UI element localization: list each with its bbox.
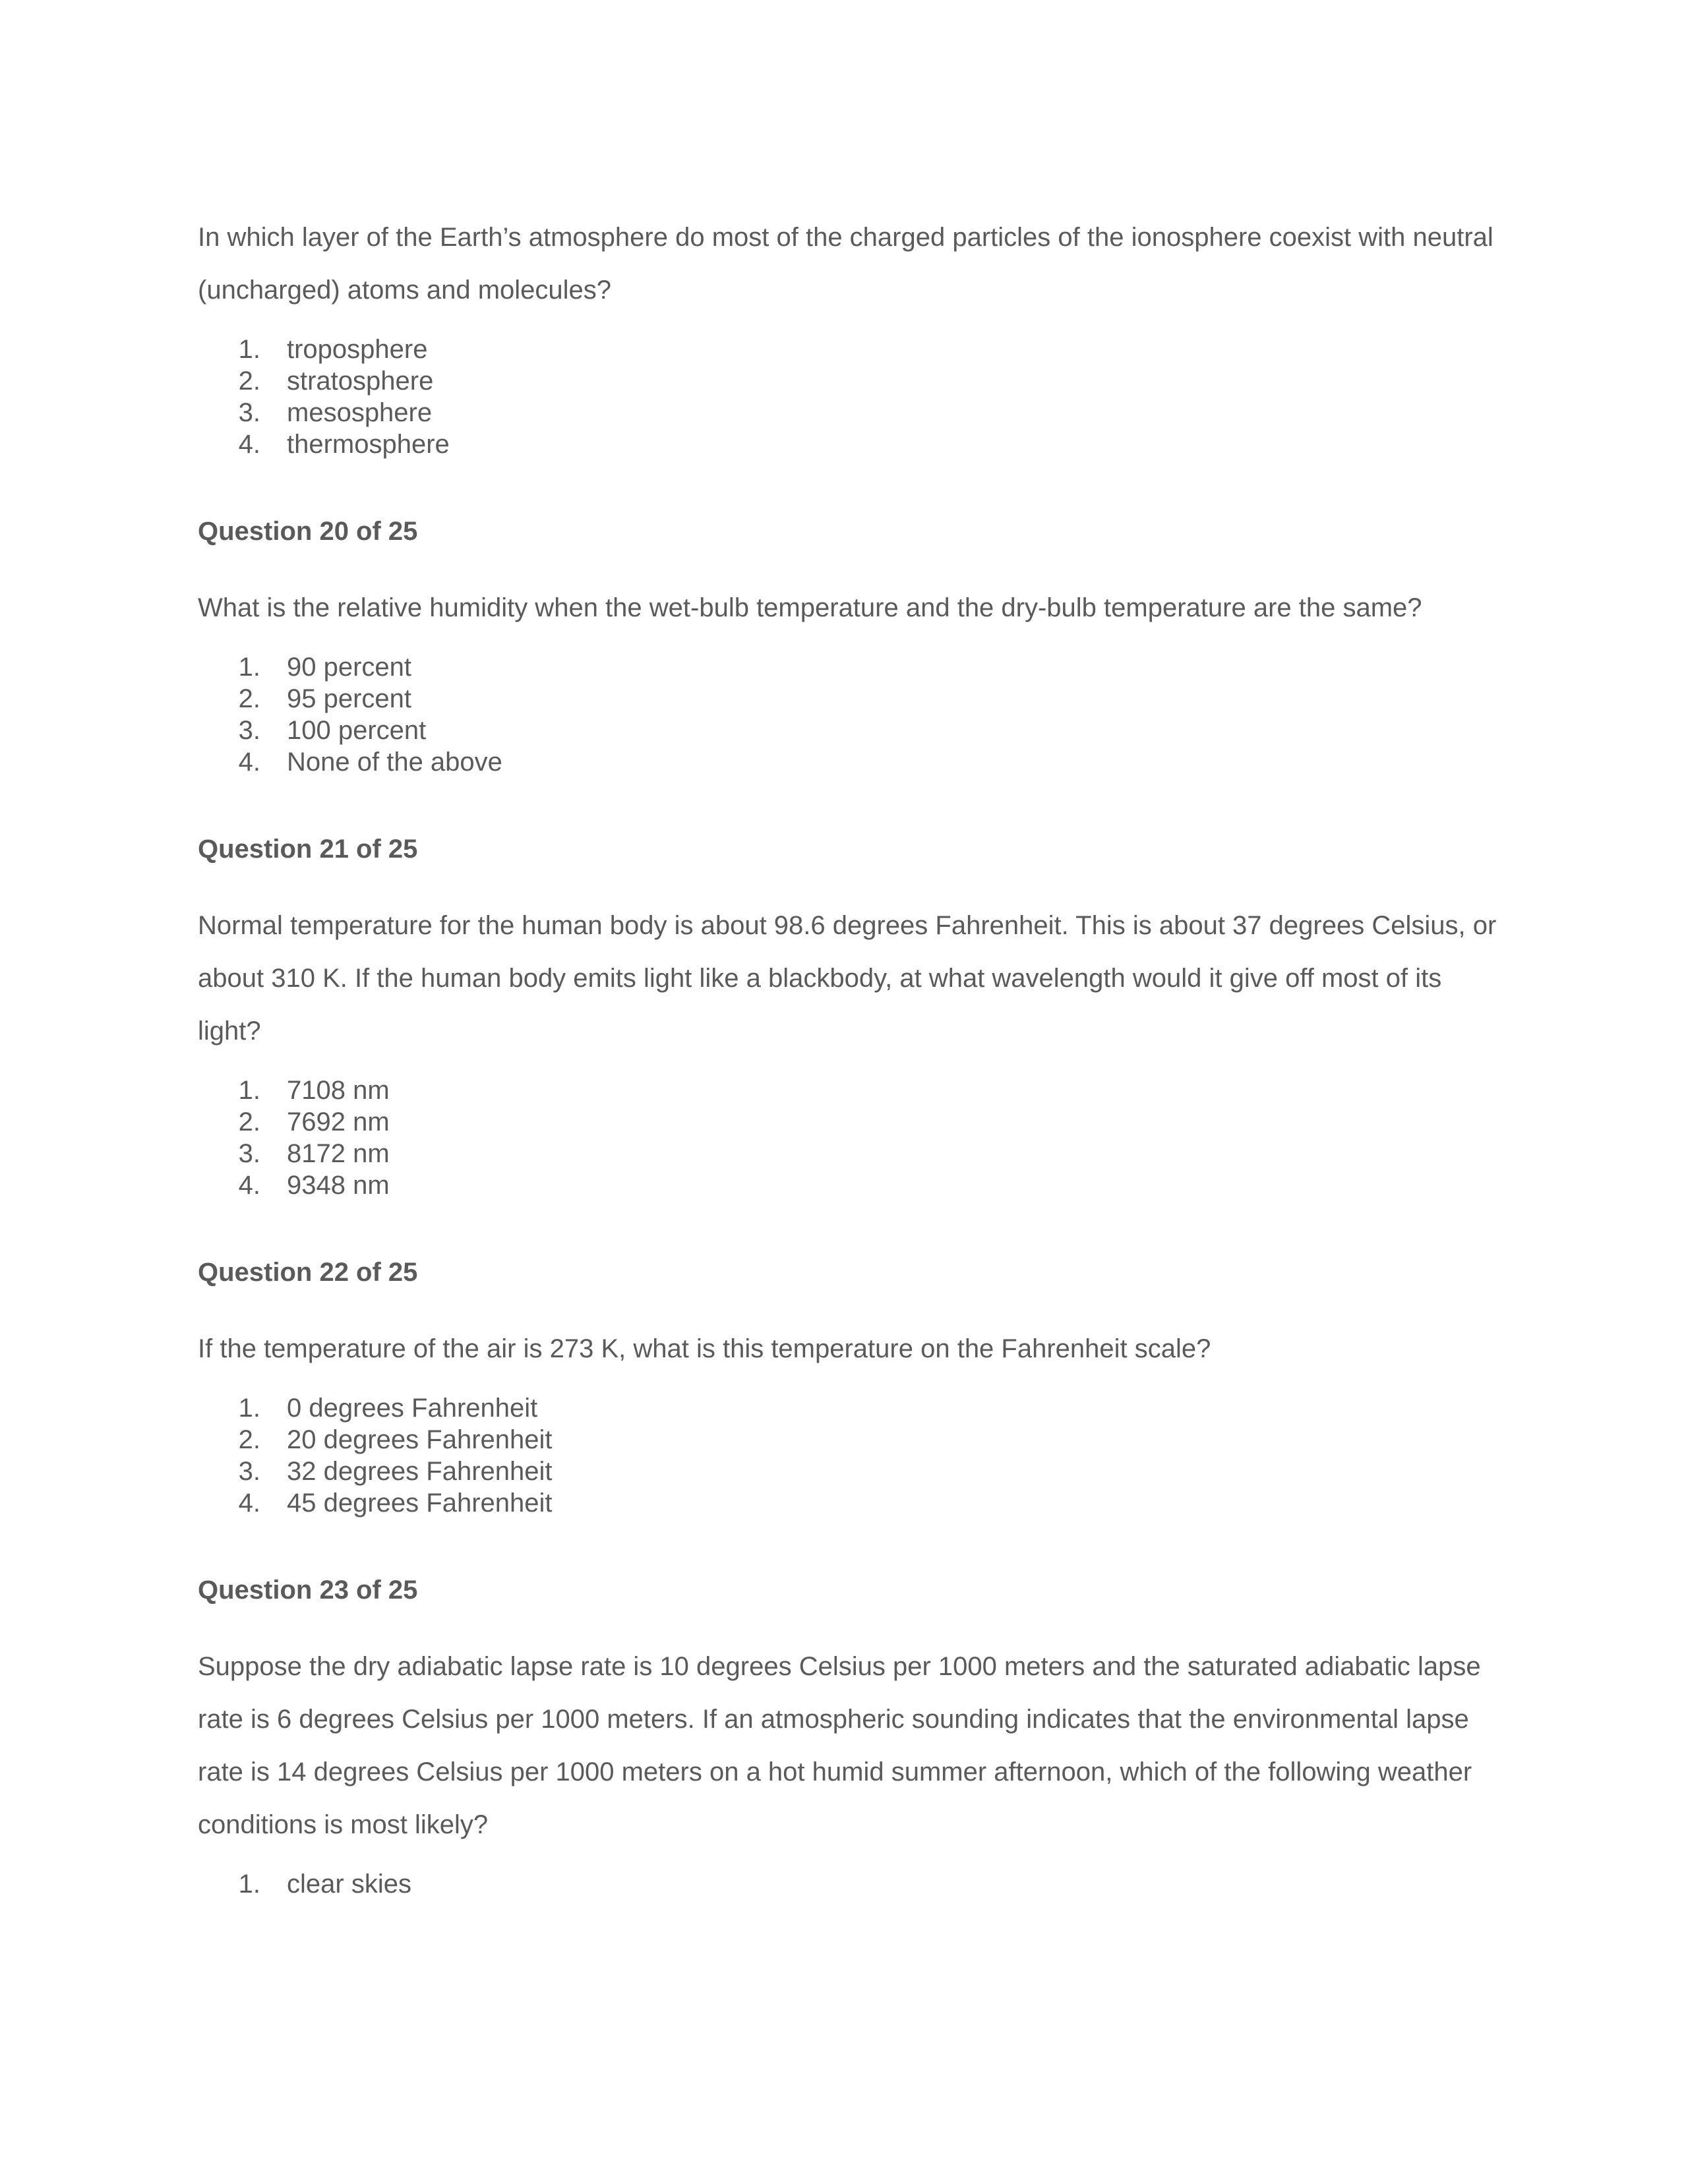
option-label: 45 degrees Fahrenheit <box>287 1489 553 1518</box>
document-page <box>198 211 1503 1900</box>
option-label: 9348 nm <box>287 1171 390 1200</box>
answer-option <box>198 683 1503 715</box>
question-heading: Question 20 of 25 <box>198 517 418 546</box>
answer-option <box>198 334 1503 365</box>
option-number: 2. <box>238 367 260 396</box>
question-19 <box>198 211 1503 512</box>
answer-options <box>198 334 1503 460</box>
question-heading: Question 21 of 25 <box>198 835 418 864</box>
question-text: What is the relative humidity when the wet-bulb temperature and the dry-bulb temperature are the same? <box>198 593 1422 622</box>
option-number: 3. <box>238 1139 260 1168</box>
option-label: 100 percent <box>287 716 427 745</box>
question-21 <box>198 829 1503 1253</box>
question-23 <box>198 1570 1503 1900</box>
option-number: 2. <box>238 1425 260 1454</box>
option-number: 3. <box>238 716 260 745</box>
option-number: 2. <box>238 684 260 713</box>
answer-option <box>198 651 1503 683</box>
option-label: 7108 nm <box>287 1076 390 1105</box>
answer-option <box>198 1392 1503 1424</box>
answer-option <box>198 397 1503 428</box>
answer-option <box>198 1868 1503 1900</box>
option-label: mesosphere <box>287 398 433 427</box>
answer-option <box>198 428 1503 460</box>
option-label: 32 degrees Fahrenheit <box>287 1457 553 1486</box>
answer-options <box>198 1868 1503 1900</box>
option-number: 1. <box>238 1870 260 1899</box>
option-label: 90 percent <box>287 653 412 682</box>
option-label: 0 degrees Fahrenheit <box>287 1394 538 1423</box>
option-label: 20 degrees Fahrenheit <box>287 1425 553 1454</box>
option-number: 1. <box>238 1076 260 1105</box>
option-number: 3. <box>238 1457 260 1486</box>
answer-option <box>198 365 1503 397</box>
answer-option <box>198 1487 1503 1519</box>
answer-option <box>198 1456 1503 1487</box>
answer-option <box>198 715 1503 746</box>
option-label: 8172 nm <box>287 1139 390 1168</box>
question-text: If the temperature of the air is 273 K, what is this temperature on the Fahrenheit scale? <box>198 1334 1211 1363</box>
option-label: None of the above <box>287 748 502 777</box>
question-text: Normal temperature for the human body is about 98.6 degrees Fahrenheit. This is about 37 degrees Celsius, or about 310 K. If the human body emits light like a blackbody, at what wavelength would it give off most of its light? <box>198 911 1497 1046</box>
option-number: 4. <box>238 748 260 777</box>
answer-option <box>198 1138 1503 1169</box>
option-number: 1. <box>238 1394 260 1423</box>
option-label: 7692 nm <box>287 1107 390 1136</box>
question-text: Suppose the dry adiabatic lapse rate is 10 degrees Celsius per 1000 meters and the saturated adiabatic lapse rate is 6 degrees Celsius per 1000 meters. If an atmospheric sounding indicates that the environmental lapse rate is 14 degrees Celsius per 1000 meters on a hot humid summer afternoon, which of the following weather conditions is most likely? <box>198 1652 1481 1839</box>
option-label: troposphere <box>287 335 428 364</box>
answer-option <box>198 1075 1503 1106</box>
question-text: In which layer of the Earth’s atmosphere do most of the charged particles of the ionosphere coexist with neutral (uncharged) atoms and molecules? <box>198 223 1493 305</box>
answer-options <box>198 651 1503 778</box>
option-number: 3. <box>238 398 260 427</box>
option-label: stratosphere <box>287 367 434 396</box>
option-number: 1. <box>238 335 260 364</box>
option-label: thermosphere <box>287 430 450 459</box>
option-number: 4. <box>238 430 260 459</box>
option-number: 2. <box>238 1107 260 1136</box>
answer-option <box>198 1106 1503 1138</box>
option-number: 4. <box>238 1171 260 1200</box>
question-heading: Question 22 of 25 <box>198 1258 418 1287</box>
answer-option <box>198 746 1503 778</box>
option-label: clear skies <box>287 1870 411 1899</box>
answer-options <box>198 1392 1503 1519</box>
option-number: 4. <box>238 1489 260 1518</box>
option-number: 1. <box>238 653 260 682</box>
question-20 <box>198 512 1503 829</box>
answer-options <box>198 1075 1503 1201</box>
option-label: 95 percent <box>287 684 412 713</box>
question-heading: Question 23 of 25 <box>198 1576 418 1605</box>
answer-option <box>198 1424 1503 1456</box>
answer-option <box>198 1169 1503 1201</box>
question-22 <box>198 1253 1503 1570</box>
